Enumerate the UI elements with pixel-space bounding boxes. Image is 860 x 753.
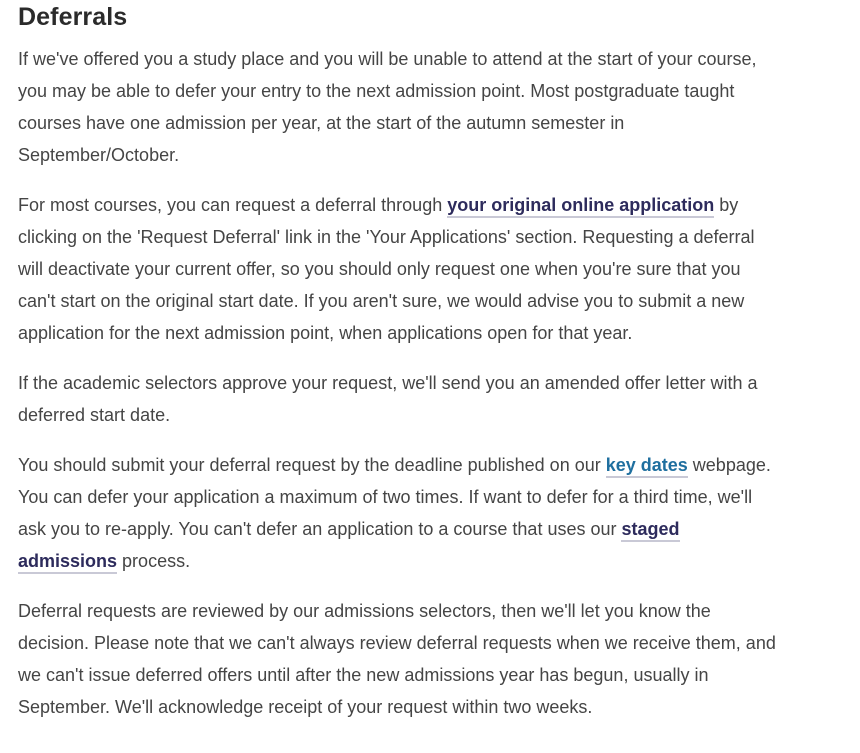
review-text: Deferral requests are reviewed by our admissions selectors, then we'll let you know the decision. Please note that we can't always review deferral requests when we receive them, and we can't issue deferred offers until after the new admissions year has begun, usually in September. We'll acknowledge receipt of your request within two weeks. — [18, 601, 776, 717]
approval-text: If the academic selectors approve your request, we'll send you an amended offer letter with a deferred start date. — [18, 373, 758, 425]
request-text-before: For most courses, you can request a deferral through — [18, 195, 448, 215]
section-title: Deferrals — [18, 3, 128, 31]
intro-text: If we've offered you a study place and you will be unable to attend at the start of your course, you may be able to defer your entry to the next admission point. Most postgraduate taught courses have one admission per year, at the start of the autumn semester in September/October. — [18, 49, 757, 165]
review-paragraph — [18, 595, 778, 723]
online-application-link[interactable]: your original online application — [447, 195, 714, 218]
staged-admissions-link[interactable]: staged admissions — [18, 519, 680, 574]
request-paragraph — [18, 189, 778, 349]
approval-paragraph — [18, 367, 778, 431]
deadline-paragraph — [18, 449, 778, 577]
deadline-text-after: process. — [117, 551, 191, 571]
deferrals-section — [18, 0, 778, 741]
request-text-after: by clicking on the 'Request Deferral' link in the 'Your Applications' section. Requesting a deferral will deactivate your current offer, so you should only request one when you're sure that you can't start on the original start date. If you aren't sure, we would advise you to submit a new application for the next admission point, when applications open for that year. — [18, 195, 755, 343]
intro-paragraph — [18, 43, 778, 171]
deadline-text-before: You should submit your deferral request by the deadline published on our — [18, 455, 606, 475]
key-dates-link[interactable]: key dates — [606, 455, 688, 478]
deadline-text-middle: webpage. You can defer your application a maximum of two times. If want to defer for a third time, we'll ask you to re-apply. You can't defer an application to a course that uses our — [18, 455, 771, 539]
